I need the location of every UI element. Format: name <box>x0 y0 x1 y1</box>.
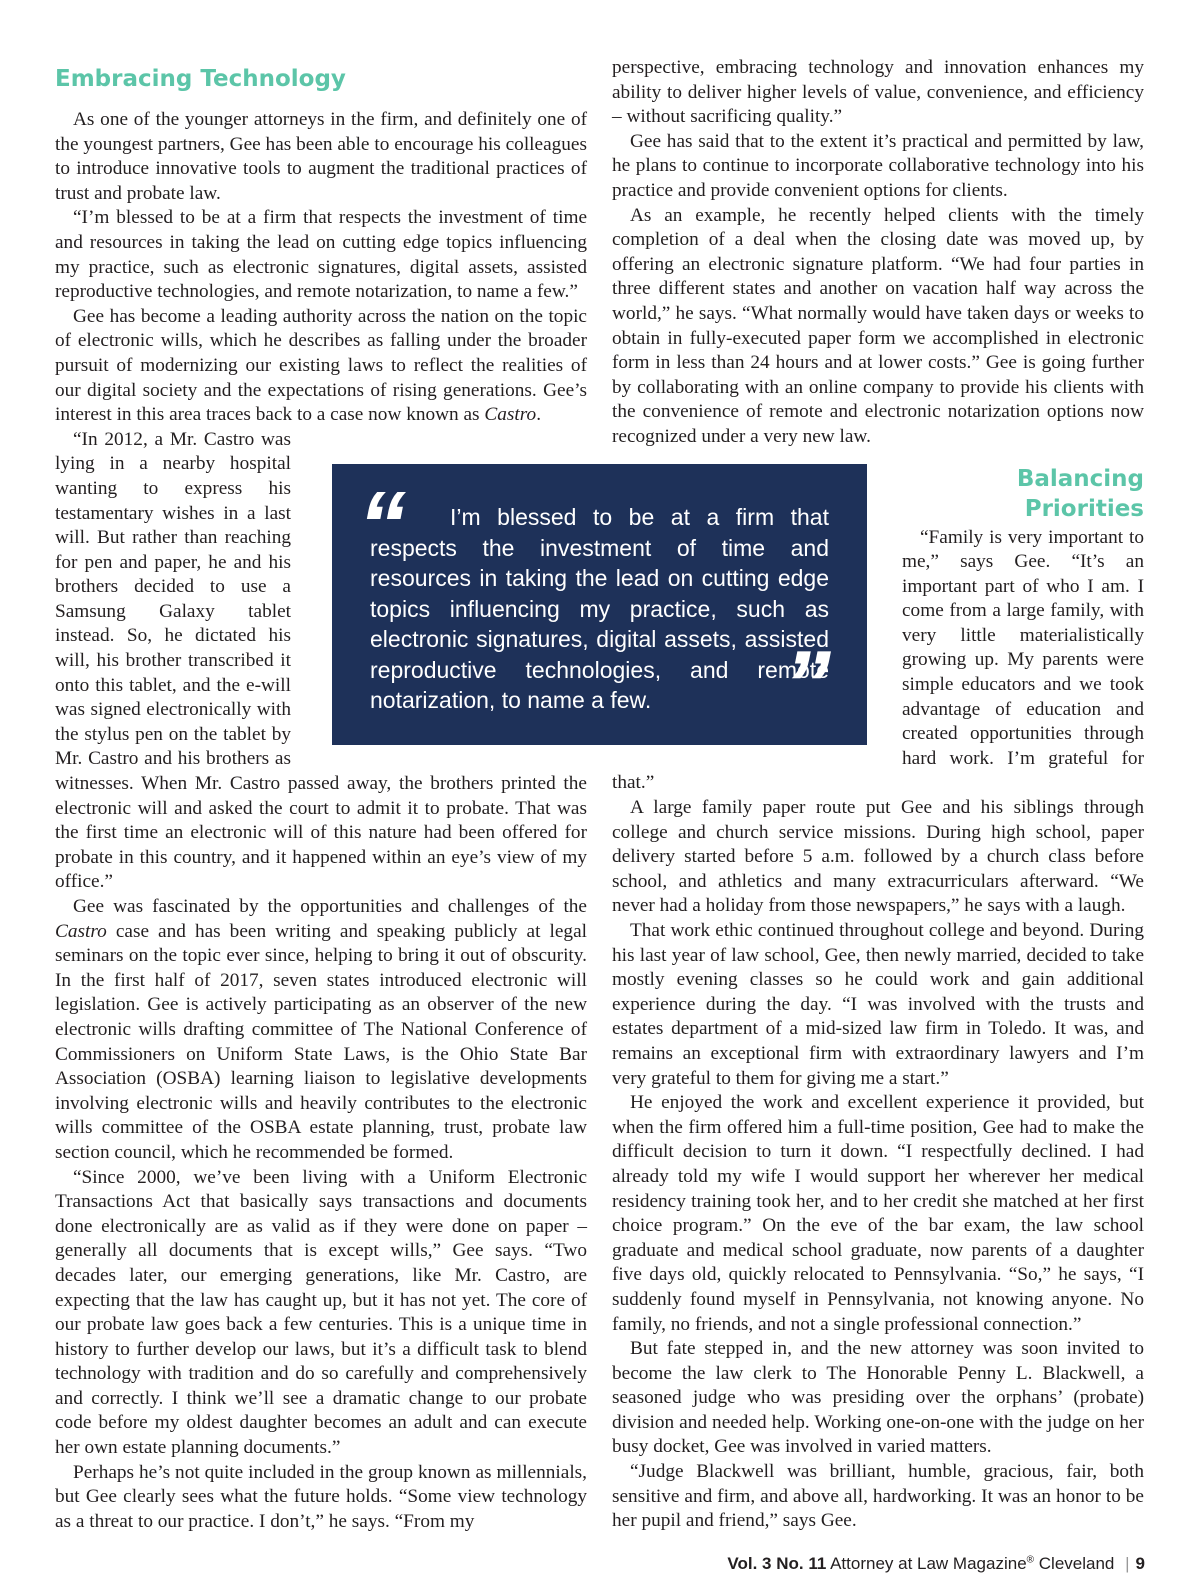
paragraph: But fate stepped in, and the new attorney was soon invited to become the law clerk to The Honorable Penny L. Blackwell, a seasoned judge who was presiding over the orphans’ (probate) division and needed help. Working one-on-one with the judge on her busy docket, Gee was involved in varied matters. <box>612 1338 1144 1458</box>
paragraph-text: case and has been writing and speaking publicly at legal seminars on the topic ever since, helping to bring it out of obscurity. In the first half of 2017, seven states introduced electronic will legislation. Gee is actively participating as an observer of the new electronic wills drafting committee of The National Conference of Commissioners on Uniform State Laws, is the Ohio State Bar Association (OSBA) learning liaison to legislative developments involving electronic wills and heavily contributes to the electronic wills committee of the OSBA estate planning, trust, probate law section council, which he recommended be formed. <box>55 920 587 1163</box>
paragraph: A large family paper route put Gee and his siblings through college and church service missions. During high school, paper delivery started before 5 a.m. followed by a church class before school, and athletics and many extracurriculars afterward. “We never had a holiday from those newspapers,” he says with a laugh. <box>612 797 1144 917</box>
paragraph: As one of the younger attorneys in the firm, and definitely one of the youngest partners, Gee has been able to encourage his colleagues to introduce innovative tools to augment the traditional practices of trust and probate law. <box>55 109 587 204</box>
paragraph-text: Gee has become a leading authority across the nation on the topic of electronic wills, which he describes as falling under the broader pursuit of modernizing our existing laws to reflect the realities of our digital society and the expectations of rising generations. Gee’s interest in this area traces back to a case now known as <box>55 305 587 426</box>
open-quote-icon: “ <box>358 472 406 579</box>
left-column <box>55 56 587 1534</box>
case-name: Castro <box>484 404 537 426</box>
paragraph: Perhaps he’s not quite included in the group known as millennials, but Gee clearly sees what the future holds. “Some view technology as a threat to our practice. I don’t,” he says. “From my <box>55 1461 587 1532</box>
paragraph-text: Gee was fascinated by the opportunities and challenges of the <box>73 896 587 917</box>
publication-name: Attorney at Law Magazine <box>830 1554 1027 1573</box>
case-name: Castro <box>55 920 107 942</box>
paragraph-text: “In 2012, a Mr. Castro was lying in a nearby hospital wanting to express his testamentary wishes in a last will. But rather than reaching for pen and paper, he and his brothers decided to use a Samsung Galaxy tablet instead. So, he dictated his will, his brother transcribed it onto this tablet, and the e-will was signed electronically with the stylus pen on the tablet by Mr. Castro and his brothers as witnesses. When Mr. Castro passed away, the brothers printed the electronic will and asked the court to admit it to probate. That was the first time an electronic will of this nature had been offered for probate in this country, and it happened within an eye’s view of my office.” <box>55 428 587 893</box>
paragraph: perspective, embracing technology and innovation enhances my ability to deliver higher levels of value, convenience, and efficiency – without sacrificing quality.” <box>612 57 1144 128</box>
pull-quote-box <box>332 464 867 745</box>
volume-issue: Vol. 3 No. 11 <box>727 1554 827 1573</box>
paragraph: That work ethic continued throughout college and beyond. During his last year of law school, Gee, then newly married, decided to take mostly evening classes so he could work and gain additional experience during the day. “I was involved with the trusts and estates department of a mid-sized law firm in Toledo. It was, and remains an exceptional firm with extraordinary lawyers and I’m very grateful to them for giving me a start.” <box>612 920 1144 1089</box>
paragraph <box>55 895 587 1166</box>
paragraph: He enjoyed the work and excellent experience it provided, but when the firm offered him a full-time position, Gee had to make the difficult decision to turn it down. “I respectfully declined. I had already told my wife I would support her wherever her medical residency training took her, and to her credit she matched at her first choice program.” On the eve of the bar exam, the law school graduate and medical school graduate, now parents of a daughter five days old, quickly relocated to Pennsylvania. “So,” he says, “I suddenly found myself in Pennsylvania, not knowing anyone. No family, no friends, and not a single professional connection.” <box>612 1092 1144 1335</box>
paragraph: “Family is very important to me,” says Gee. “It’s an important part of who I am. I come from a large family, with very little materialistically growing up. My parents were simple educators and we took advantage of education and created opportunities through hard work. I’m grateful for that.” <box>612 526 1144 794</box>
paragraph: “Judge Blackwell was brilliant, humble, gracious, fair, both sensitive and firm, and above all, hardworking. It was an honor to be her pupil and friend,” says Gee. <box>612 1461 1144 1532</box>
page-number: 9 <box>1135 1554 1145 1573</box>
paragraph: “I’m blessed to be at a firm that respects the investment of time and resources in taking the lead on cutting edge topics influencing my practice, such as electronic signatures, digital assets, assisted reproductive technologies, and remote notarization, to name a few.” <box>55 207 587 303</box>
right-column <box>612 56 1144 1534</box>
section-heading-balancing-priorities: Balancing Priorities <box>1016 465 1144 522</box>
paragraph: “Since 2000, we’ve been living with a Uniform Electronic Transactions Act that basically says transactions and documents done electronically are as valid as if they were done on paper – generally all documents that is except wills,” Gee says. “Two decades later, our emerging generations, like Mr. Castro, are expecting that the law has caught up, but it has not yet. The core of our probate law goes back a few centuries. This is a unique time in history to further develop our laws, but it’s a difficult task to blend technology with tradition and do so carefully and comprehensively and correctly. I think we’ll see a dramatic change to our probate code before my oldest daughter becomes an adult and can execute her own estate planning documents.” <box>55 1166 587 1459</box>
page-footer <box>727 1554 1145 1574</box>
paragraph-end: . <box>536 404 542 426</box>
pull-quote-text: I’m blessed to be at a firm that respects the investment of time and resources in taking the lead on cutting edge topics influencing my practice, such as electronic signatures, digital assets, assisted reproductive technologies, and remote notarization, to name a few. <box>370 504 829 713</box>
city-name: Cleveland <box>1038 1554 1115 1573</box>
registered-mark: ® <box>1026 1554 1035 1566</box>
paragraph: Gee has said that to the extent it’s practical and permitted by law, he plans to continue to incorporate collaborative technology into his practice and provide convenient options for clients. <box>612 130 1144 201</box>
footer-separator: | <box>1125 1554 1130 1573</box>
close-quote-icon: ” <box>783 631 831 738</box>
paragraph: As an example, he recently helped clients with the timely completion of a deal when the closing date was moved up, by offering an electronic signature platform. “We had four parties in three different states and another on vacation half way across the world,” he says. “What normally would have taken days or weeks to obtain in fully-executed paper form we accomplished in electronic form in less than 24 hours and at lower costs.” Gee is going further by collaborating with an online company to provide his clients with the convenience of remote and electronic notarization options now recognized under a very new law. <box>612 204 1144 447</box>
paragraph <box>55 305 587 428</box>
section-heading-embracing-technology: Embracing Technology <box>55 66 346 92</box>
